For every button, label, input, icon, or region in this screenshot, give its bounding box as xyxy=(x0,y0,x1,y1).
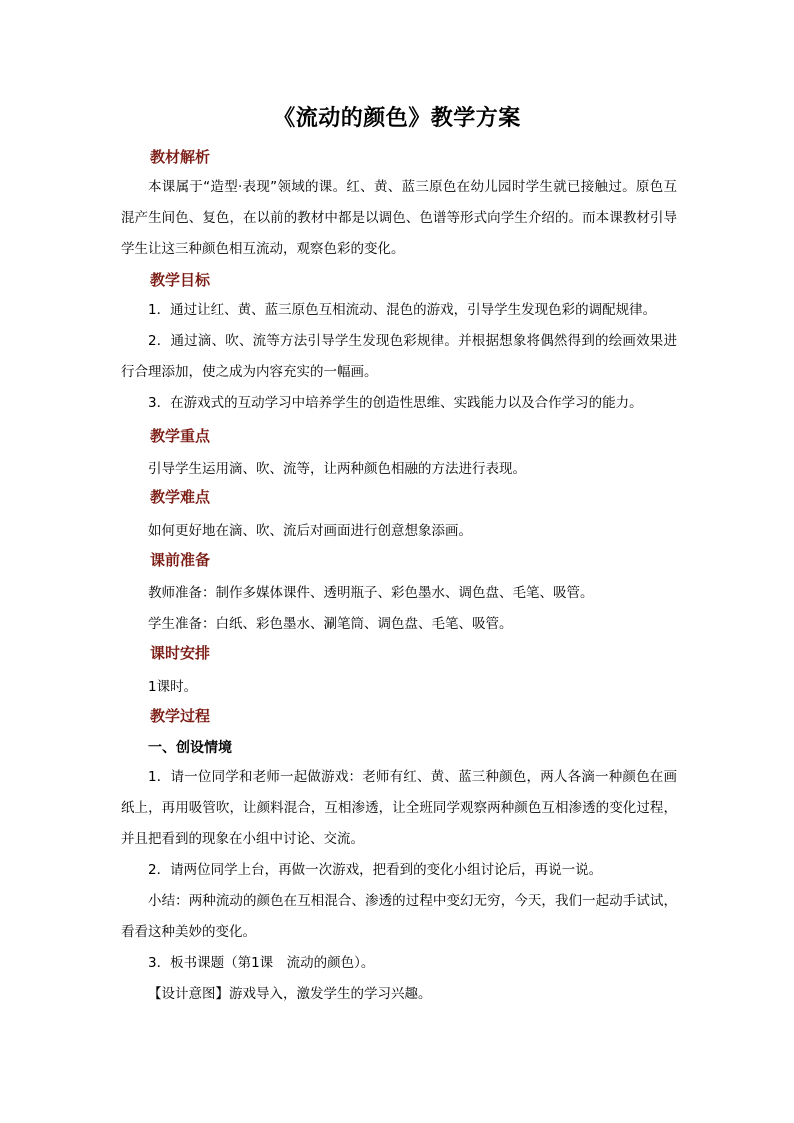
key-point-text: 引导学生运用滴、吹、流等，让两种颜色相融的方法进行表现。 xyxy=(148,461,526,477)
student-preparation: 学生准备：白纸、彩色墨水、涮笔筒、调色盘、毛笔、吸管。 xyxy=(148,616,513,632)
process-step-2: 2．请两位同学上台，再做一次游戏，把看到的变化小组讨论后，再说一说。 xyxy=(148,862,603,878)
document-title: 《流动的颜色》教学方案 xyxy=(273,105,521,131)
heading-schedule: 课时安排 xyxy=(150,644,211,662)
heading-analysis: 教材解析 xyxy=(150,148,211,166)
process-step-3: 3．板书课题（第1课 流动的颜色）。 xyxy=(148,955,375,971)
teacher-preparation: 教师准备：制作多媒体课件、透明瓶子、彩色墨水、调色盘、毛笔、吸管。 xyxy=(148,585,594,601)
heading-process: 教学过程 xyxy=(150,707,211,725)
subheading-situation: 一、创设情境 xyxy=(148,740,232,756)
analysis-text: 本课属于“造型·表现”领域的课。红、黄、蓝三原色在幼儿园时学生就已接触过。原色互混产生间色、复色，在以前的教材中都是以调色、色谱等形式向学生介绍的。而本课教材引导学生让这三种颜色相互流动，观察色彩的变化。 xyxy=(121,179,677,257)
difficulty-text: 如何更好地在滴、吹、流后对画面进行创意想象添画。 xyxy=(148,523,472,539)
process-step-1: 1．请一位同学和老师一起做游戏：老师有红、黄、蓝三种颜色，两人各滴一种颜色在画纸上，再用吸管吹，让颜料混合，互相渗透，让全班同学观察两种颜色互相渗透的变化过程，并且把看到的现象在小组中讨论、交流。 xyxy=(121,769,677,847)
objective-item-3: 3．在游戏式的互动学习中培养学生的创造性思维、实践能力以及合作学习的能力。 xyxy=(148,395,643,411)
heading-difficulty: 教学难点 xyxy=(150,488,211,506)
objective-item-1: 1．通过让红、黄、蓝三原色互相流动、混色的游戏，引导学生发现色彩的调配规律。 xyxy=(148,302,657,318)
process-summary: 小结：两种流动的颜色在互相混合、渗透的过程中变幻无穷，今天，我们一起动手试试，看看这种美妙的变化。 xyxy=(121,893,677,940)
heading-objectives: 教学目标 xyxy=(150,271,211,289)
objective-item-2: 2．通过滴、吹、流等方法引导学生发现色彩规律。并根据想象将偶然得到的绘画效果进行合理添加，使之成为内容充实的一幅画。 xyxy=(121,333,677,380)
heading-key-point: 教学重点 xyxy=(150,427,211,445)
heading-preparation: 课前准备 xyxy=(150,551,211,569)
design-intent: 【设计意图】游戏导入，激发学生的学习兴趣。 xyxy=(148,986,432,1002)
schedule-text: 1课时。 xyxy=(148,679,198,695)
